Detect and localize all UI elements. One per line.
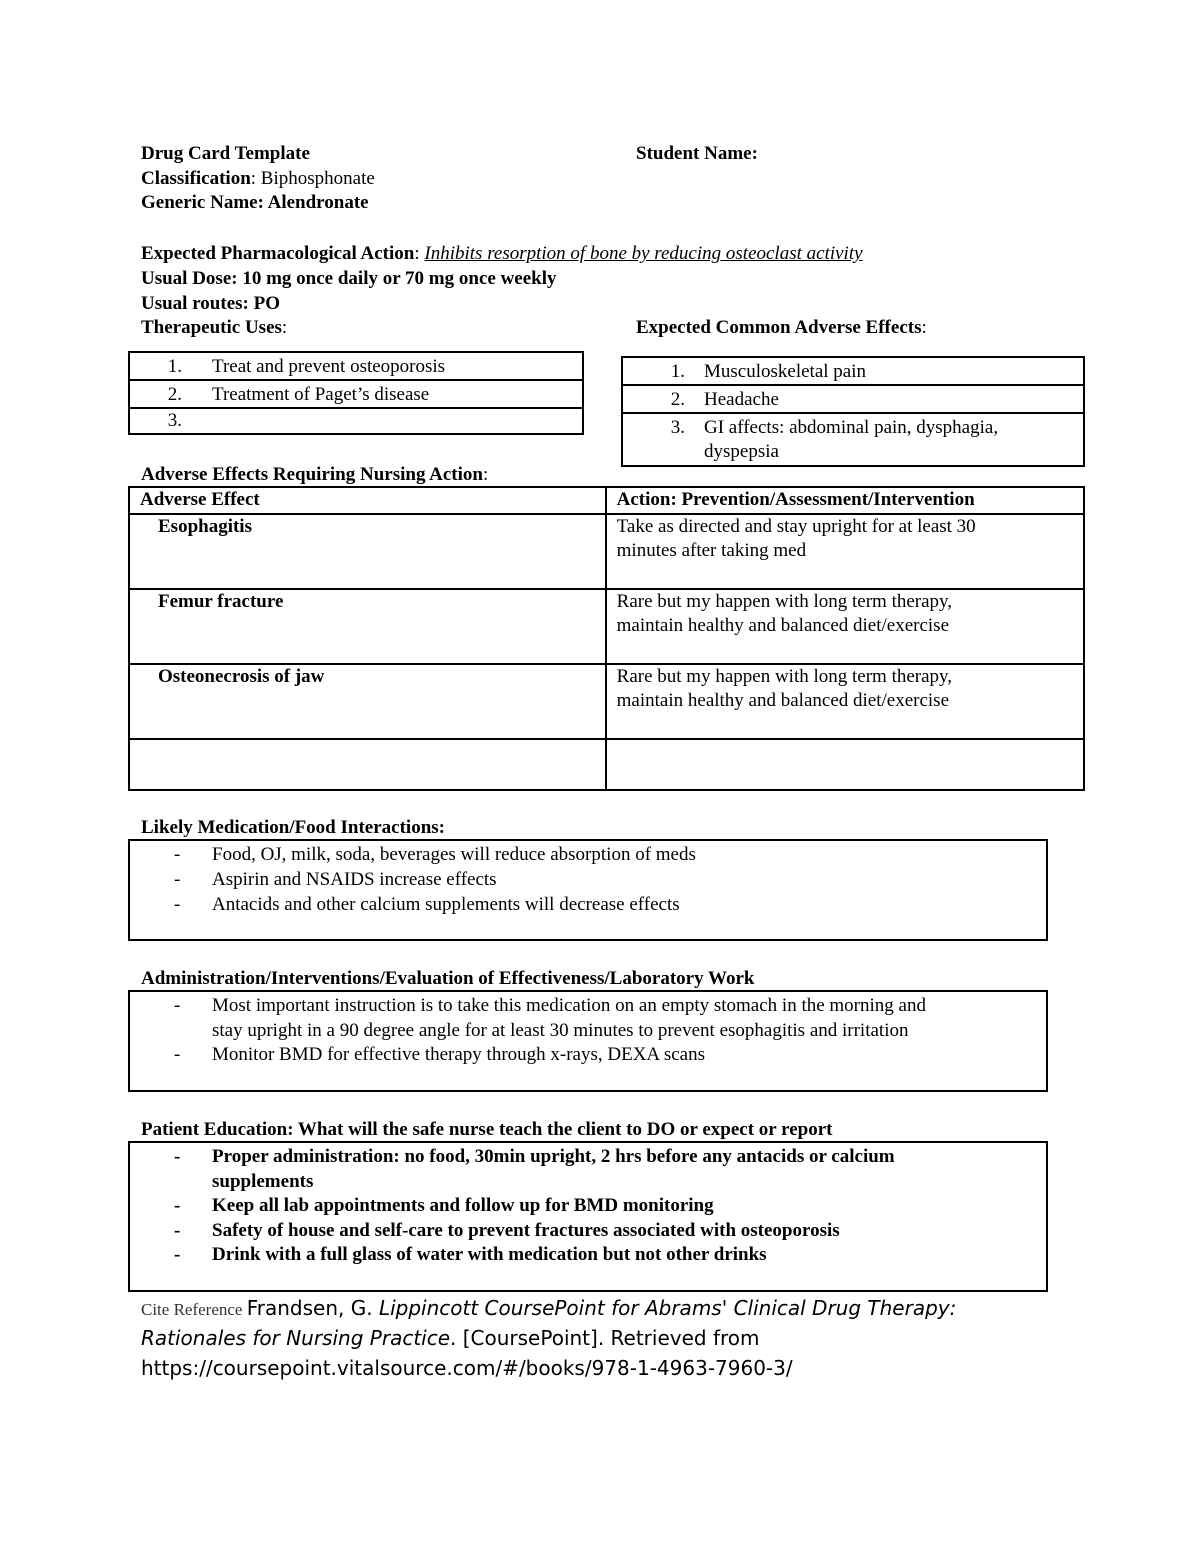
interactions-box: - Food, OJ, milk, soda, beverages will reduce absorption of meds - Aspirin and NSAIDS increase effects - Antacids and other calcium supplements will decrease effects	[128, 839, 1048, 941]
pharmacological-action-value: Inhibits resorption of bone by reducing osteoclast activity	[424, 243, 863, 264]
classification-value: : Biphosphonate	[250, 168, 375, 189]
common-adverse-effects-box	[621, 356, 1085, 467]
list-item: 1. Musculoskeletal pain	[623, 358, 1083, 386]
cite-reference-label: Cite Reference	[141, 1300, 247, 1319]
citation-url: https://coursepoint.vitalsource.com/#/books/978-1-4963-7960-3/	[141, 1356, 793, 1380]
column-header-adverse-effect: Adverse Effect	[129, 487, 606, 514]
table-row: Femur fracture Rare but my happen with long term therapy, maintain healthy and balanced diet/exercise	[129, 589, 1084, 664]
document-title: Drug Card Template	[141, 143, 310, 164]
table-row	[129, 739, 1084, 790]
list-item: 2. Headache	[623, 386, 1083, 414]
therapeutic-uses-heading: Therapeutic Uses:	[141, 317, 288, 338]
list-item: 3.	[167, 410, 182, 431]
list-item: 3. GI affects: abdominal pain, dysphagia, dyspepsia	[670, 417, 999, 462]
pharmacological-action-line: Expected Pharmacological Action: Inhibits resorption of bone by reducing osteoclast activity	[141, 243, 863, 264]
table-row: Esophagitis Take as directed and stay upright for at least 30 minutes after taking med	[129, 514, 1084, 589]
usual-routes: Usual routes: PO	[141, 293, 280, 314]
pharmacological-action-label: Expected Pharmacological Action	[141, 243, 415, 264]
patient-education-box: - Proper administration: no food, 30min upright, 2 hrs before any antacids or calcium supplements - Keep all lab appointments and follow up for BMD monitoring - Safety of house and self-care to prevent fractures associated with osteoporosis - Drink with a full glass of water with medication but not other drinks	[128, 1141, 1048, 1292]
classification-line	[141, 167, 375, 191]
table-row: Osteonecrosis of jaw Rare but my happen with long term therapy, maintain healthy and balanced diet/exercise	[129, 664, 1084, 739]
list-item: 1. Treat and prevent osteoporosis	[130, 353, 582, 381]
usual-dose: Usual Dose: 10 mg once daily or 70 mg once weekly	[141, 268, 557, 289]
therapeutic-uses-box	[128, 351, 584, 435]
interactions-heading: Likely Medication/Food Interactions:	[141, 817, 445, 838]
adverse-effects-table	[128, 486, 1085, 791]
table-header-row	[129, 487, 1084, 514]
patient-education-heading: Patient Education: What will the safe nurse teach the client to DO or expect or report	[141, 1119, 833, 1140]
student-name-label: Student Name:	[636, 143, 758, 164]
administration-heading: Administration/Interventions/Evaluation of Effectiveness/Laboratory Work	[141, 968, 755, 989]
citation: Cite Reference Frandsen, G. Lippincott CoursePoint for Abrams' Clinical Drug Therapy: Rationales for Nursing Practice. [CoursePoint]. Retrieved from https://coursepoint.vitalsource.com/#/books/978-1-4963-7960-3/	[141, 1296, 957, 1380]
administration-box: - Most important instruction is to take this medication on an empty stomach in the morning and stay upright in a 90 degree angle for at least 30 minutes to prevent esophagitis and irritation - Monitor BMD for effective therapy through x-rays, DEXA scans	[128, 990, 1048, 1092]
common-adverse-effects-heading: Expected Common Adverse Effects:	[636, 317, 927, 338]
citation-title: Lippincott CoursePoint for Abrams' Clinical Drug Therapy:	[378, 1296, 957, 1320]
classification-label: Classification	[141, 168, 251, 189]
list-item: 2. Treatment of Paget’s disease	[130, 381, 582, 409]
generic-name: Generic Name: Alendronate	[141, 192, 369, 213]
nursing-action-heading: Adverse Effects Requiring Nursing Action:	[141, 464, 489, 485]
column-header-action: Action: Prevention/Assessment/Intervention	[606, 487, 1084, 514]
